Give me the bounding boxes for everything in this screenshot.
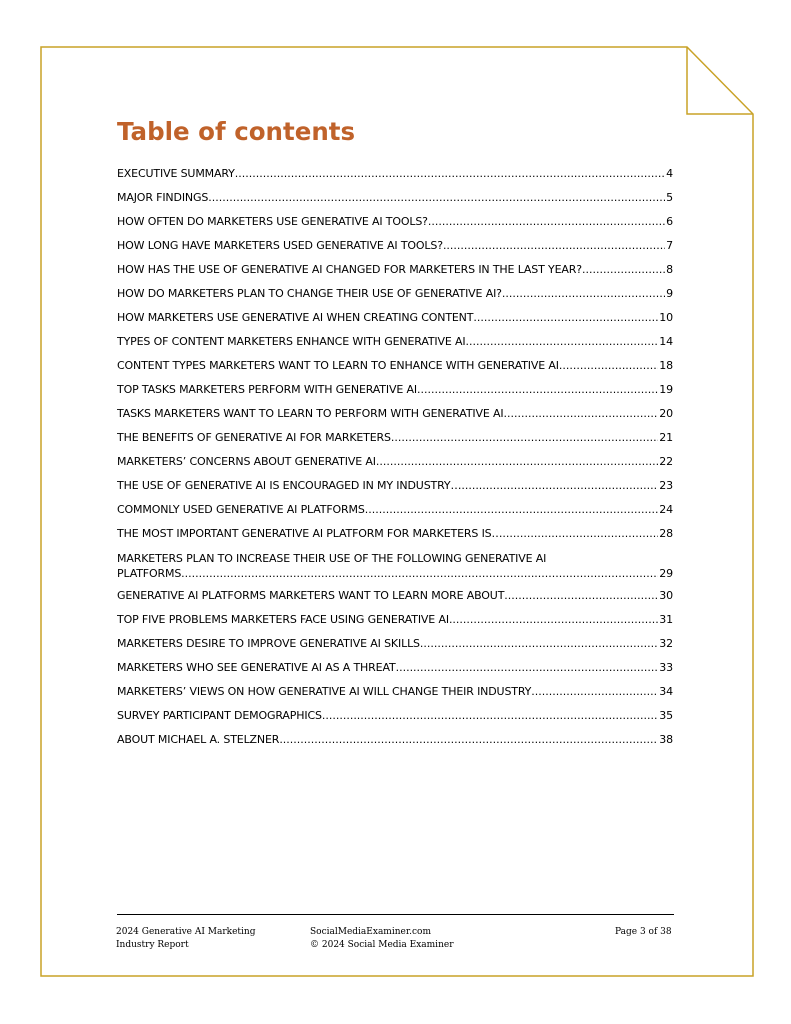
toc-entry-label: ABOUT MICHAEL A. STELZNER (117, 733, 280, 746)
page-title: Table of contents (117, 117, 356, 146)
toc-entry-page: 31 (659, 613, 673, 626)
toc-entry-page: 21 (659, 431, 673, 444)
toc-entry-label: MARKETERS’ CONCERNS ABOUT GENERATIVE AI (117, 455, 376, 468)
toc-entry-label: TYPES OF CONTENT MARKETERS ENHANCE WITH GENERATIVE AI (117, 335, 466, 348)
toc-entry-label: HOW OFTEN DO MARKETERS USE GENERATIVE AI TOOLS? (117, 215, 428, 228)
toc-entry-label: COMMONLY USED GENERATIVE AI PLATFORMS (117, 503, 365, 516)
toc-entry-page: 34 (659, 685, 673, 698)
dot-leader (428, 210, 665, 234)
toc-entry-label: HOW HAS THE USE OF GENERATIVE AI CHANGED FOR MARKETERS IN THE LAST YEAR? (117, 263, 582, 276)
toc-entry-page: 7 (666, 239, 673, 252)
toc-entry[interactable] (117, 704, 673, 728)
toc-entry[interactable] (117, 378, 673, 402)
dot-leader (365, 498, 659, 522)
toc-entry-page: 5 (666, 191, 673, 204)
toc-entry-page: 4 (666, 167, 673, 180)
toc-entry-label: HOW DO MARKETERS PLAN TO CHANGE THEIR USE OF GENERATIVE AI? (117, 287, 502, 300)
toc-entry-page: 19 (659, 383, 673, 396)
toc-entry[interactable] (117, 450, 673, 474)
toc-entry[interactable] (117, 426, 673, 450)
toc-entry[interactable] (117, 522, 673, 546)
toc-entry-page: 18 (659, 359, 673, 372)
toc-entry[interactable] (117, 282, 673, 306)
toc-entry[interactable] (117, 330, 673, 354)
footer-report-name (116, 926, 255, 951)
toc-entry-page: 22 (659, 455, 673, 468)
toc-entry[interactable] (117, 210, 673, 234)
toc-entry-label-continued: PLATFORMS (117, 567, 182, 580)
toc-entry[interactable] (117, 186, 673, 210)
toc-entry-page: 24 (659, 503, 673, 516)
dot-leader (502, 282, 665, 306)
dot-leader (461, 474, 658, 498)
toc-entry-page: 9 (666, 287, 673, 300)
page-number: Page 3 of 38 (615, 927, 672, 937)
dot-leader (466, 330, 659, 354)
toc-entry-page: 30 (659, 589, 673, 602)
dot-leader (235, 162, 665, 186)
toc-entry-label: HOW LONG HAVE MARKETERS USED GENERATIVE AI TOOLS? (117, 239, 443, 252)
toc-entry-page: 10 (659, 311, 673, 324)
toc-entry[interactable] (117, 162, 673, 186)
toc-entry[interactable] (117, 546, 673, 584)
toc-entry[interactable] (117, 584, 673, 608)
toc-entry-page: 33 (659, 661, 673, 674)
toc-entry-label: MAJOR FINDINGS (117, 191, 209, 204)
footer-page-number (615, 926, 672, 939)
toc-entry-label: SURVEY PARTICIPANT DEMOGRAPHICS (117, 709, 322, 722)
toc-entry-page: 6 (666, 215, 673, 228)
dot-leader (502, 522, 658, 546)
dot-leader (531, 680, 658, 704)
dot-leader (417, 378, 658, 402)
dot-leader (322, 704, 658, 728)
dot-leader (443, 234, 665, 258)
toc-entry-label: TASKS MARKETERS WANT TO LEARN TO PERFORM WITH GENERATIVE AI (117, 407, 504, 420)
dot-leader (208, 186, 665, 210)
toc-entry[interactable] (117, 498, 673, 522)
toc-entry-label: CONTENT TYPES MARKETERS WANT TO LEARN TO ENHANCE WITH GENERATIVE AI (117, 359, 559, 372)
footer-report-name-line1: 2024 Generative AI Marketing (116, 927, 256, 937)
dot-leader (449, 608, 658, 632)
toc-entry-label: THE USE OF GENERATIVE AI IS ENCOURAGED IN MY INDUSTRY… (117, 479, 462, 492)
toc-entry-label: THE MOST IMPORTANT GENERATIVE AI PLATFORM FOR MARKETERS IS… (117, 527, 503, 540)
toc-entry[interactable] (117, 632, 673, 656)
toc-entry-page: 14 (659, 335, 673, 348)
toc-entry[interactable] (117, 354, 673, 378)
toc-entry-label: TOP TASKS MARKETERS PERFORM WITH GENERATIVE AI (117, 383, 417, 396)
dot-leader (504, 584, 658, 608)
toc-entry-page: 20 (659, 407, 673, 420)
toc-entry[interactable] (117, 656, 673, 680)
toc-entry-page: 29 (659, 567, 673, 580)
footer-website: SocialMediaExaminer.com (310, 927, 432, 937)
toc-entry-label: THE BENEFITS OF GENERATIVE AI FOR MARKETERS (117, 431, 391, 444)
toc-entry-label: MARKETERS WHO SEE GENERATIVE AI AS A THREAT (117, 661, 396, 674)
toc-entry-page: 23 (659, 479, 673, 492)
toc-entry-label: HOW MARKETERS USE GENERATIVE AI WHEN CREATING CONTENT (117, 311, 474, 324)
table-of-contents (117, 162, 673, 752)
dot-leader (376, 450, 658, 474)
toc-entry-page: 8 (666, 263, 673, 276)
footer-publisher (310, 926, 454, 951)
dot-leader (473, 306, 658, 330)
toc-entry[interactable] (117, 728, 673, 752)
toc-entry[interactable] (117, 258, 673, 282)
toc-entry[interactable] (117, 306, 673, 330)
toc-entry-page: 38 (659, 733, 673, 746)
toc-entry-label: GENERATIVE AI PLATFORMS MARKETERS WANT TO LEARN MORE ABOUT (117, 589, 505, 602)
footer-divider (117, 914, 674, 915)
dot-leader (420, 632, 658, 656)
dot-leader (559, 354, 658, 378)
toc-entry-label: EXECUTIVE SUMMARY (117, 167, 235, 180)
dot-leader (279, 728, 658, 752)
footer-report-name-line2: Industry Report (116, 939, 189, 950)
toc-entry[interactable] (117, 474, 673, 498)
dot-leader (396, 656, 659, 680)
toc-entry[interactable] (117, 234, 673, 258)
toc-entry[interactable] (117, 402, 673, 426)
toc-entry-label: TOP FIVE PROBLEMS MARKETERS FACE USING GENERATIVE AI (117, 613, 449, 626)
dot-leader (391, 426, 658, 450)
toc-entry[interactable] (117, 608, 673, 632)
toc-entry-label: MARKETERS PLAN TO INCREASE THEIR USE OF THE FOLLOWING GENERATIVE AI (117, 552, 547, 565)
toc-entry-page: 32 (659, 637, 673, 650)
dot-leader (181, 566, 658, 581)
toc-entry-label: MARKETERS DESIRE TO IMPROVE GENERATIVE AI SKILLS (117, 637, 420, 650)
toc-entry-page: 35 (659, 709, 673, 722)
toc-entry-label: MARKETERS’ VIEWS ON HOW GENERATIVE AI WILL CHANGE THEIR INDUSTRY (117, 685, 532, 698)
toc-entry[interactable] (117, 680, 673, 704)
toc-entry-page: 28 (659, 527, 673, 540)
dot-leader (503, 402, 658, 426)
dot-leader (582, 258, 665, 282)
footer-copyright: © 2024 Social Media Examiner (310, 939, 454, 950)
